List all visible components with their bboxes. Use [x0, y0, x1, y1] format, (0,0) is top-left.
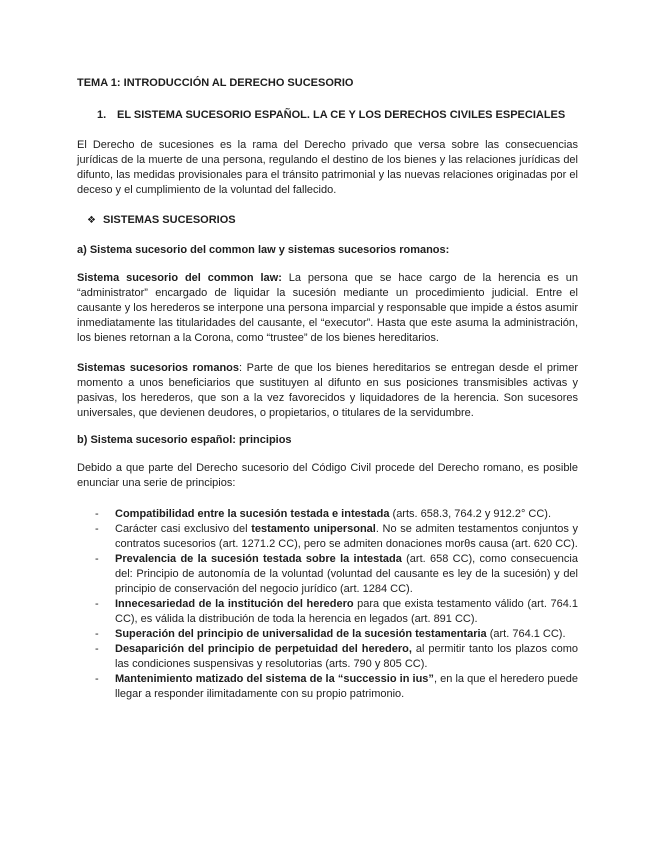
list-item [77, 552, 578, 597]
diamond-bullet-icon: ❖ [87, 215, 96, 226]
item-bold: Compatibilidad entre la sucesión testada e intestada [115, 508, 390, 520]
list-item [77, 627, 578, 642]
item-bold: Prevalencia de la sucesión testada sobre la intestada [115, 553, 402, 565]
document-title: TEMA 1: INTRODUCCIÓN AL DERECHO SUCESORIO [77, 77, 354, 89]
list-item [77, 597, 578, 627]
item-bold: Superación del principio de universalidad de la sucesión testamentaria [115, 628, 487, 640]
intro-paragraph: El Derecho de sucesiones es la rama del Derecho privado que versa sobre las consecuencias jurídicas de la muerte de una persona, regulando el destino de los bienes y las relaciones jurídicas del difunto, las medidas provisionales para el tránsito patrimonial y las nuevas relaciones originadas por el deceso y el cumplimiento de la voluntad del fallecido. [77, 139, 578, 196]
item-bold: Desaparición del principio de perpetuidad del heredero, [115, 643, 412, 655]
list-item [77, 672, 578, 702]
item-post: , en la que el heredero puede llegar a responder ilimitadamente con su propio patrimonio. [115, 673, 578, 700]
part-b-heading: b) Sistema sucesorio español: principios [77, 434, 292, 446]
item-bold: Innecesariedad de la institución del heredero [115, 598, 354, 610]
item-post: . No se admiten testamentos conjuntos y contratos sucesorios (art. 1271.2 CC), pero se admiten donaciones morθs causa (art. 620 CC). [115, 523, 579, 550]
section-number: 1. [97, 109, 107, 121]
item-post: (arts. 658.3, 764.2 y 912.2° CC). [389, 508, 552, 520]
dash-marker: - [95, 628, 99, 640]
item-bold: Mantenimiento matizado del sistema de la “successio in ius” [115, 673, 434, 685]
romanos-text: : Parte de que los bienes hereditarios se entregan desde el primer momento a unos beneficiarios que sustituyen al difunto en sus posiciones transmisibles activas y pasivas, los herederos, que son a la vez favorecidos y liquidadores de la herencia. Son sucesores universales, que devienen deudores, o propietarios, o titulares de la servidumbre. [77, 362, 579, 419]
dash-marker: - [95, 673, 99, 685]
subsection-heading [77, 213, 578, 228]
item-bold: testamento unipersonal [251, 523, 376, 535]
item-post: (art. 764.1 CC). [486, 628, 566, 640]
item-post: (art. 658 CC), como consecuencia del: Principio de autonomía de la voluntad (voluntad del causante es ley de la sucesión) y del principio de conservación del negocio jurídico (art. 1284 CC). [115, 553, 578, 595]
item-pre: Carácter casi exclusivo del [115, 523, 252, 535]
romanos-paragraph [77, 361, 578, 421]
list-item [77, 507, 578, 522]
principles-list [77, 507, 578, 702]
common-law-label: Sistema sucesorio del common law: [77, 272, 282, 284]
common-law-text: La persona que se hace cargo de la herencia es un “administrator” encargado de liquidar la sucesión mediante un procedimiento judicial. Entre el causante y los herederos se interpone una persona imparcial y responsable que impide a éstos asumir inmediatamente las titularidades del causante, el “executor”. Hasta que este asuma la administración, los bienes retornan a la Corona, como “trustee” de los bienes hereditarios. [77, 272, 578, 344]
item-post: para que exista testamento válido (art. 764.1 CC), es válida la distribución de toda la herencia en legados (art. 891 CC). [115, 598, 578, 625]
dash-marker: - [95, 553, 99, 565]
part-a-heading: a) Sistema sucesorio del common law y sistemas sucesorios romanos: [77, 244, 450, 256]
romanos-label: Sistemas sucesorios romanos [77, 362, 240, 374]
subsection-title: SISTEMAS SUCESORIOS [103, 214, 236, 226]
dash-marker: - [95, 523, 99, 535]
common-law-paragraph [77, 271, 578, 346]
part-b-intro: Debido a que parte del Derecho sucesorio del Código Civil procede del Derecho romano, es posible enunciar una serie de principios: [77, 462, 578, 489]
dash-marker: - [95, 643, 99, 655]
list-item [77, 522, 578, 552]
section-title: EL SISTEMA SUCESORIO ESPAÑOL. LA CE Y LOS DERECHOS CIVILES ESPECIALES [117, 109, 566, 121]
item-post: al permitir tanto los plazos como las condiciones suspensivas y resolutorias (arts. 790 y 805 CC). [115, 643, 578, 670]
section-heading [77, 108, 578, 123]
list-item [77, 642, 578, 672]
dash-marker: - [95, 508, 99, 520]
dash-marker: - [95, 598, 99, 610]
document-body [77, 76, 578, 702]
